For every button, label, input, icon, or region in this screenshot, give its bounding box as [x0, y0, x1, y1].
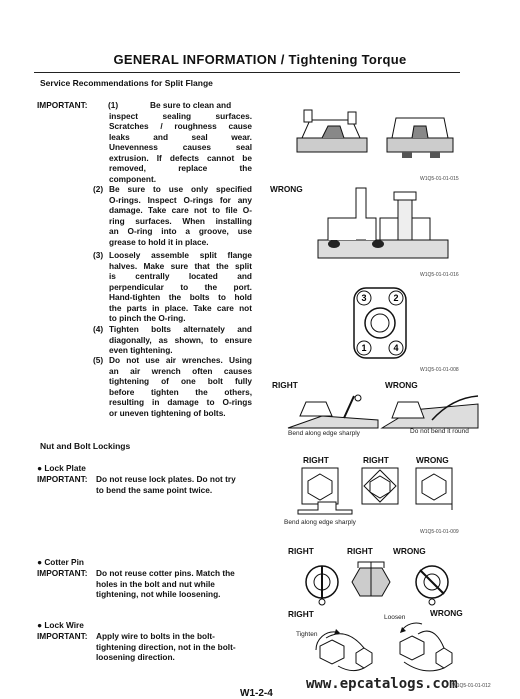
cotter-pin-bullet: ● Cotter Pin	[37, 557, 84, 567]
item-text-line: removed, replace the	[109, 163, 252, 173]
figure-code-4: W1Q5-01-01-009	[420, 529, 459, 535]
item-text-line: grease to hold it in place.	[109, 236, 209, 247]
item-text-line: Do not use air wrenches. Using	[109, 355, 252, 365]
figure-code-5: W1Q5-01-01-012	[452, 683, 491, 689]
loosen-caption: Loosen	[384, 614, 406, 621]
nut-bolt-heading: Nut and Bolt Lockings	[40, 441, 131, 451]
bend-plate-figure	[282, 390, 482, 430]
oring-wrong-figure	[316, 188, 456, 270]
bend-sharply-caption: Bend along edge sharply	[288, 430, 360, 437]
item-text-line: before tighten the others,	[109, 386, 252, 397]
lock-plate-important: IMPORTANT:	[37, 474, 88, 484]
lock-wire-important: IMPORTANT:	[37, 631, 88, 641]
cotter-pin-important: IMPORTANT:	[37, 568, 88, 578]
item-text-line: or uneven tightening of bolts.	[109, 407, 226, 418]
figure-code-1: W1Q5-01-01-015	[420, 176, 459, 182]
item-text-line: damage. Take care not to file O-	[109, 205, 252, 215]
item-text-line: component.	[109, 173, 157, 184]
item-number: (1)	[108, 100, 119, 110]
cotter-pin-text: Do not reuse cotter pins. Match the holes in the bolt and nut while tightening, not while loosening.	[96, 568, 235, 599]
item-text-line: ring surfaces. When installing	[109, 215, 252, 226]
watermark: www.epcatalogs.com	[306, 676, 458, 692]
item-text-line: Unevenness causes seal	[109, 142, 252, 152]
important-label: IMPORTANT:	[37, 100, 88, 110]
lock-wire-figure	[306, 620, 466, 676]
bolt-number-1: 1	[361, 343, 367, 353]
item-text-line: halves. Make sure that the split	[109, 260, 252, 271]
bolt-number-4: 4	[393, 343, 399, 353]
cotter-pin-figure	[300, 560, 460, 606]
item-text-line: even tightening.	[109, 345, 173, 355]
item-text-line: Tighten bolts alternately and	[109, 324, 252, 334]
item-text-line: is centrally located and	[109, 271, 252, 281]
right-label-3a: RIGHT	[303, 455, 329, 465]
wrong-label-1: WRONG	[270, 184, 303, 194]
lock-plate-bullet: ● Lock Plate	[37, 463, 86, 473]
wrong-label-5: WRONG	[430, 608, 463, 618]
item-text-line: inspect sealing surfaces.	[109, 110, 252, 121]
item-text-line: resulting in damage to O-rings	[109, 397, 252, 407]
item-number: (3)	[93, 250, 104, 260]
item-text	[109, 355, 252, 418]
item-text	[109, 111, 252, 185]
right-label-2: RIGHT	[272, 380, 298, 390]
item-number: (2)	[93, 184, 104, 194]
right-label-4b: RIGHT	[347, 546, 373, 556]
bend-sharply-caption-2: Bend along edge sharply	[284, 519, 356, 526]
wrong-label-2: WRONG	[385, 380, 418, 390]
item-text-line: diagonally, as shown, to ensure	[109, 334, 252, 345]
item-text-line: Be sure to use only specified	[109, 184, 252, 194]
lock-plate-text: Do not reuse lock plates. Do not try to bend the same point twice.	[96, 474, 236, 495]
item-text	[109, 184, 252, 247]
right-label-5: RIGHT	[288, 609, 314, 619]
item-text-line: perpendicular to the port.	[109, 281, 252, 292]
right-label-4a: RIGHT	[288, 546, 314, 556]
item-text-line: extrusion. If defects cannot be	[109, 152, 252, 163]
item-text	[109, 324, 252, 356]
page-title: GENERAL INFORMATION / Tightening Torque	[113, 52, 407, 67]
flange-bolt-order-figure	[352, 286, 408, 360]
flange-inspect-figure	[292, 108, 462, 168]
item-text-line: the parts in place. Take care not	[109, 302, 252, 313]
page-number: W1-2-4	[240, 688, 273, 699]
lock-wire-bullet: ● Lock Wire	[37, 620, 84, 630]
item-text-line: Be sure to clean and	[150, 100, 232, 110]
item-text	[109, 250, 252, 324]
figure-code-3: W1Q5-01-01-008	[420, 367, 459, 373]
no-bend-round-caption: Do not bend it round	[410, 428, 469, 435]
item-text-line: tightening of one bolt fully	[109, 376, 252, 386]
title-rule	[34, 72, 460, 73]
bolt-number-3: 3	[361, 293, 367, 303]
figure-code-2: W1Q5-01-01-016	[420, 272, 459, 278]
item-text-line: O-rings. Inspect O-rings for any	[109, 194, 252, 205]
item-text-line: to pinch the O-ring.	[109, 313, 186, 323]
item-number: (5)	[93, 355, 104, 365]
split-flange-heading: Service Recommendations for Split Flange	[40, 78, 213, 88]
item-number: (4)	[93, 324, 104, 334]
item-text-line: Hand-tighten the bolts to hold	[109, 292, 252, 302]
item-text-line: Scratches / roughness cause	[109, 121, 252, 131]
lock-wire-text: Apply wire to bolts in the bolt- tightening direction, not in the bolt- loosening direction.	[96, 631, 236, 662]
right-label-3b: RIGHT	[363, 455, 389, 465]
item-text-line: Loosely assemble split flange	[109, 250, 252, 260]
item-text-line: an air wrench often causes	[109, 365, 252, 376]
item-text-line: leaks and seal wear.	[109, 131, 252, 142]
wrong-label-4: WRONG	[393, 546, 426, 556]
item-text-line: an O-ring into a groove, use	[109, 226, 252, 236]
tighten-caption: Tighten	[296, 631, 318, 638]
bolt-number-2: 2	[393, 293, 399, 303]
plate-side-figure	[296, 500, 356, 516]
wrong-label-3: WRONG	[416, 455, 449, 465]
